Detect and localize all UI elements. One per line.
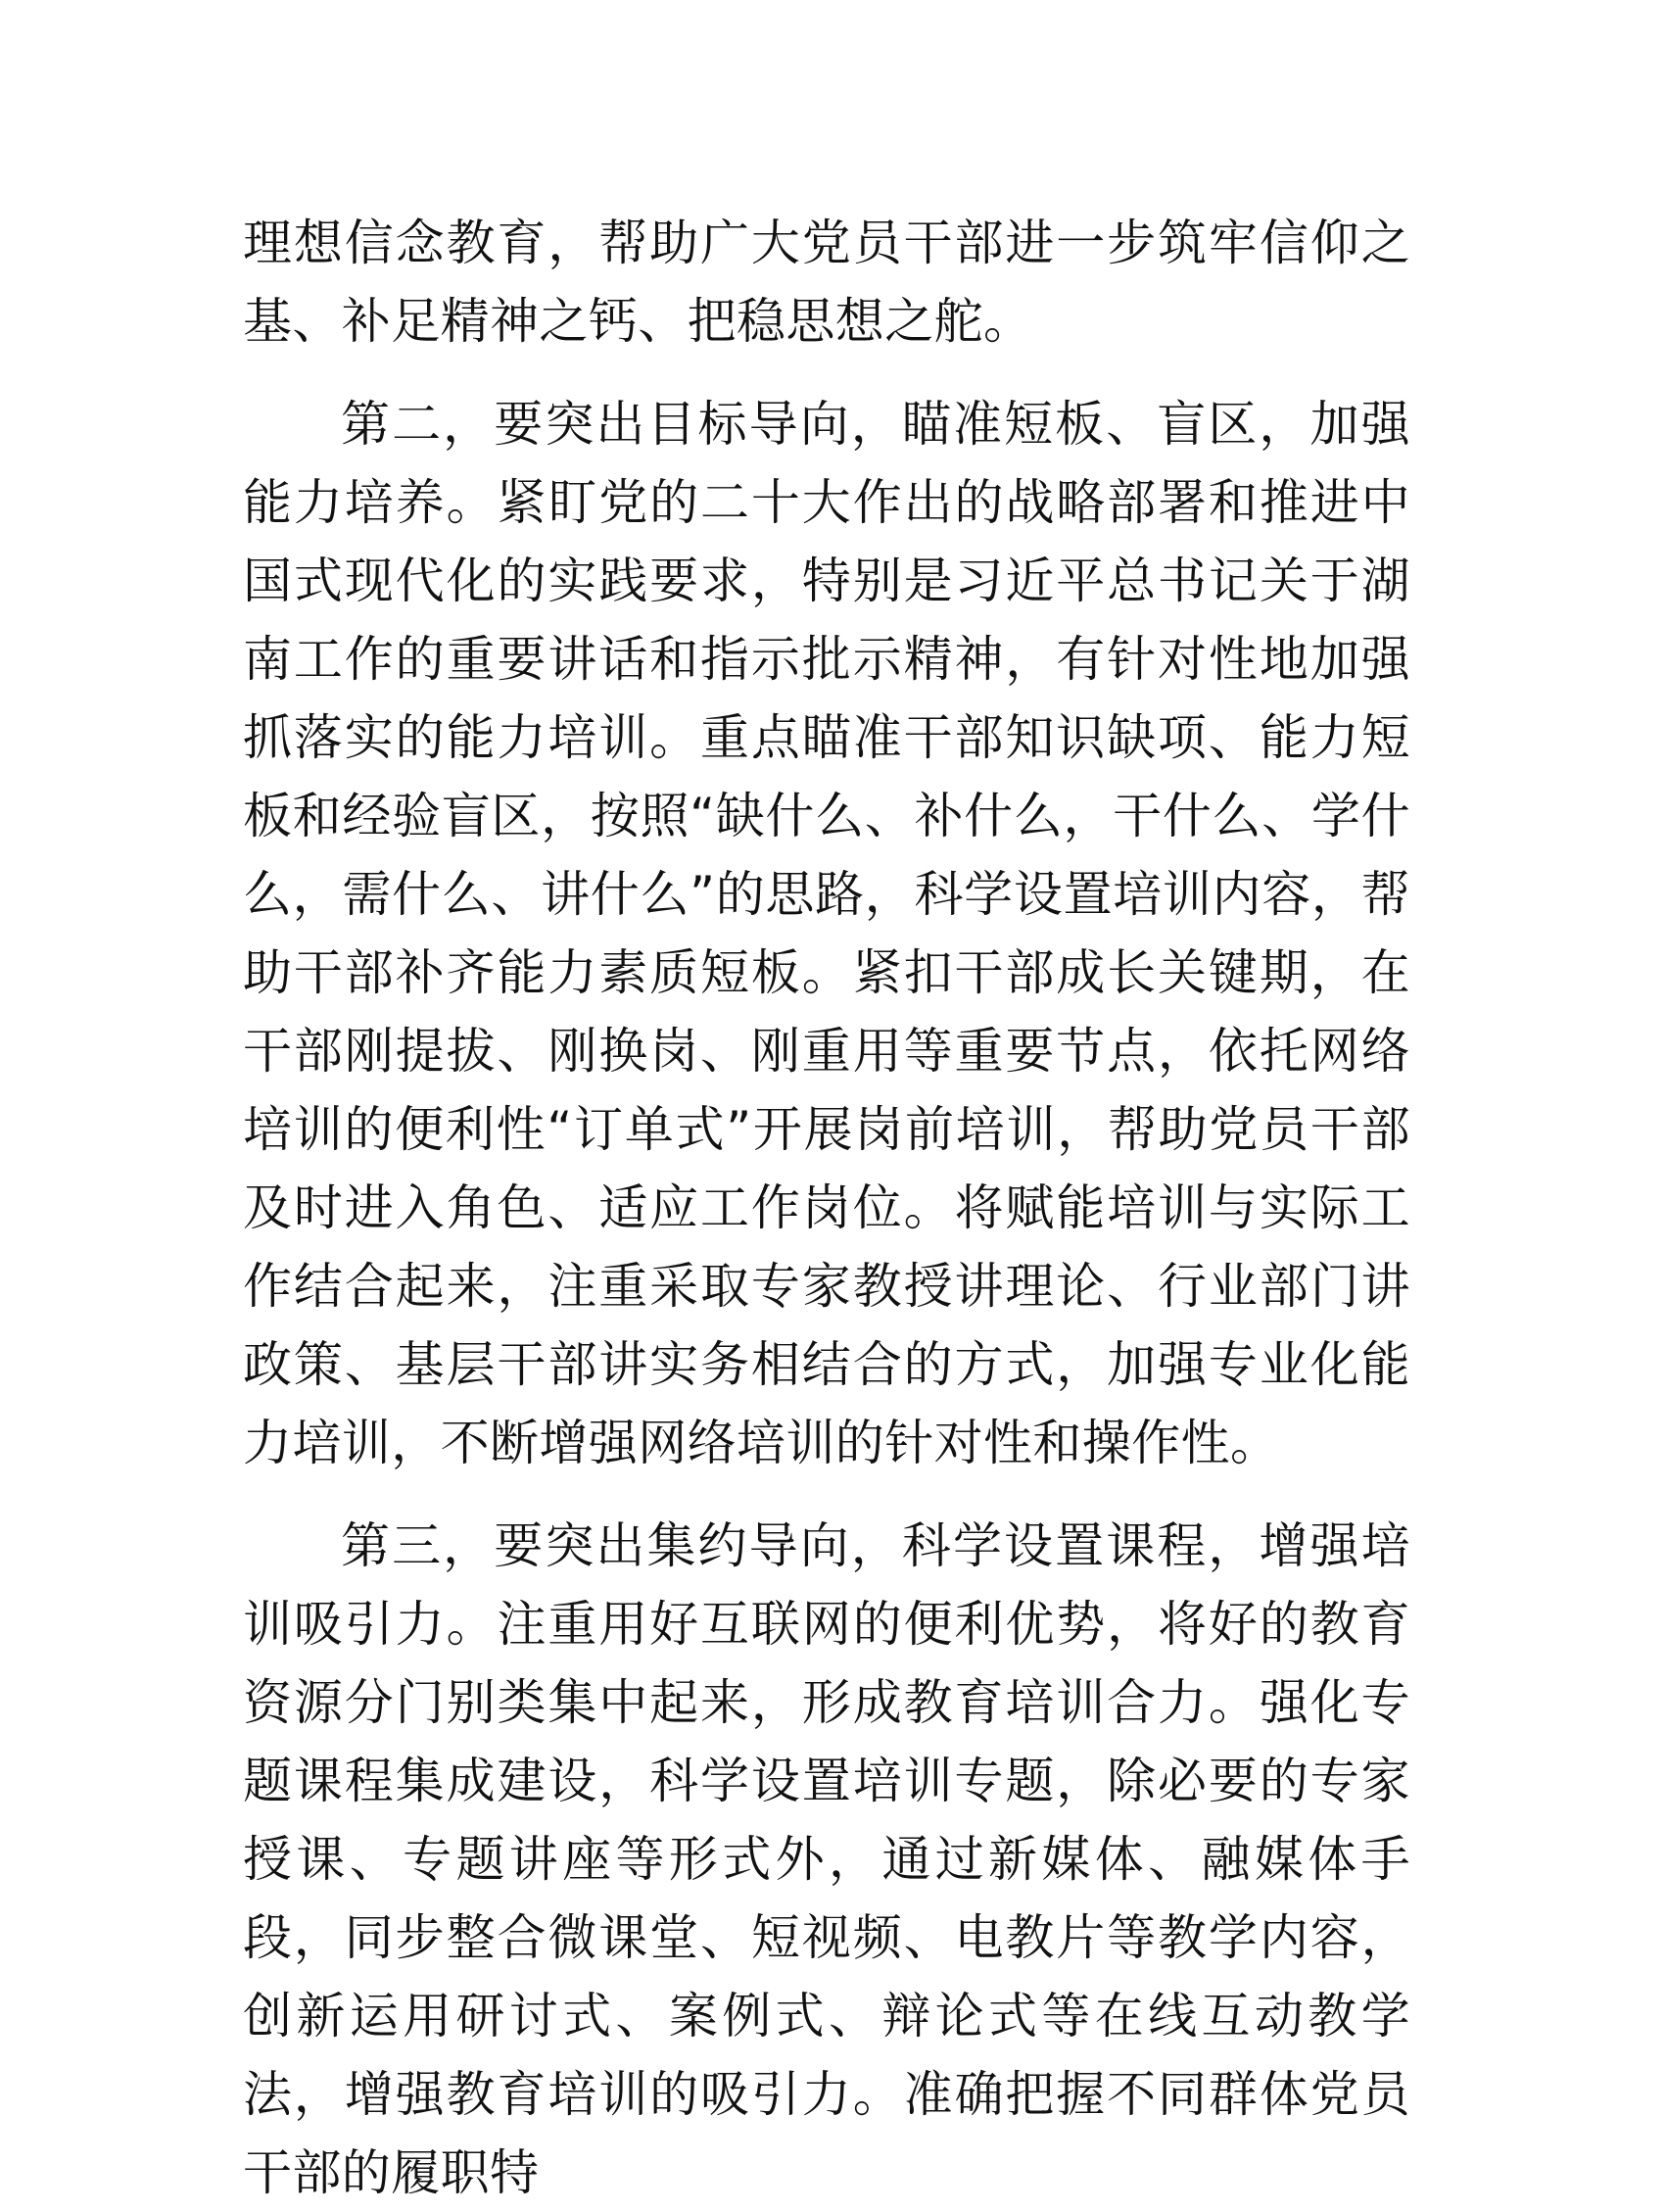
paragraph-second-point: 第二，要突出目标导向，瞄准短板、盲区，加强能力培养。紧盯党的二十大作出的战略部署和推进中国式现代化的实践要求，特别是习近平总书记关于湖南工作的重要讲话和指示批示精神，有针对性地加强抓落实的能力培训。重点瞄准干部知识缺项、能力短板和经验盲区，按照“缺什么、补什么，干什么、学什么，需什么、讲什么”的思路，科学设置培训内容，帮助干部补齐能力素质短板。紧扣干部成长关键期，在干部刚提拔、刚换岗、刚重用等重要节点，依托网络培训的便利性“订单式”开展岗前培训，帮助党员干部及时进入角色、适应工作岗位。将赋能培训与实际工作结合起来，注重采取专家教授讲理论、行业部门讲政策、基层干部讲实务相结合的方式，加强专业化能力培训，不断增强网络培训的针对性和操作性。: [243, 396, 1410, 1471]
paragraph-third-point: 第三，要突出集约导向，科学设置课程，增强培训吸引力。注重用好互联网的便利优势，将好的教育资源分门别类集中起来，形成教育培训合力。强化专题课程集成建设，科学设置培训专题，除必要的专家授课、专题讲座等形式外，通过新媒体、融媒体手段，同步整合微课堂、短视频、电教片等教学内容，创新运用研讨式、案例式、辩论式等在线互动教学法，增强教育培训的吸引力。准确把握不同群体党员干部的履职特: [243, 1517, 1410, 2201]
paragraph-continuation: 理想信念教育，帮助广大党员干部进一步筑牢信仰之基、补足精神之钙、把稳思想之舵。: [243, 215, 1410, 350]
body-text: [243, 204, 1410, 2212]
paragraph-spacer: [243, 1482, 1410, 1507]
paragraph-spacer: [243, 361, 1410, 385]
